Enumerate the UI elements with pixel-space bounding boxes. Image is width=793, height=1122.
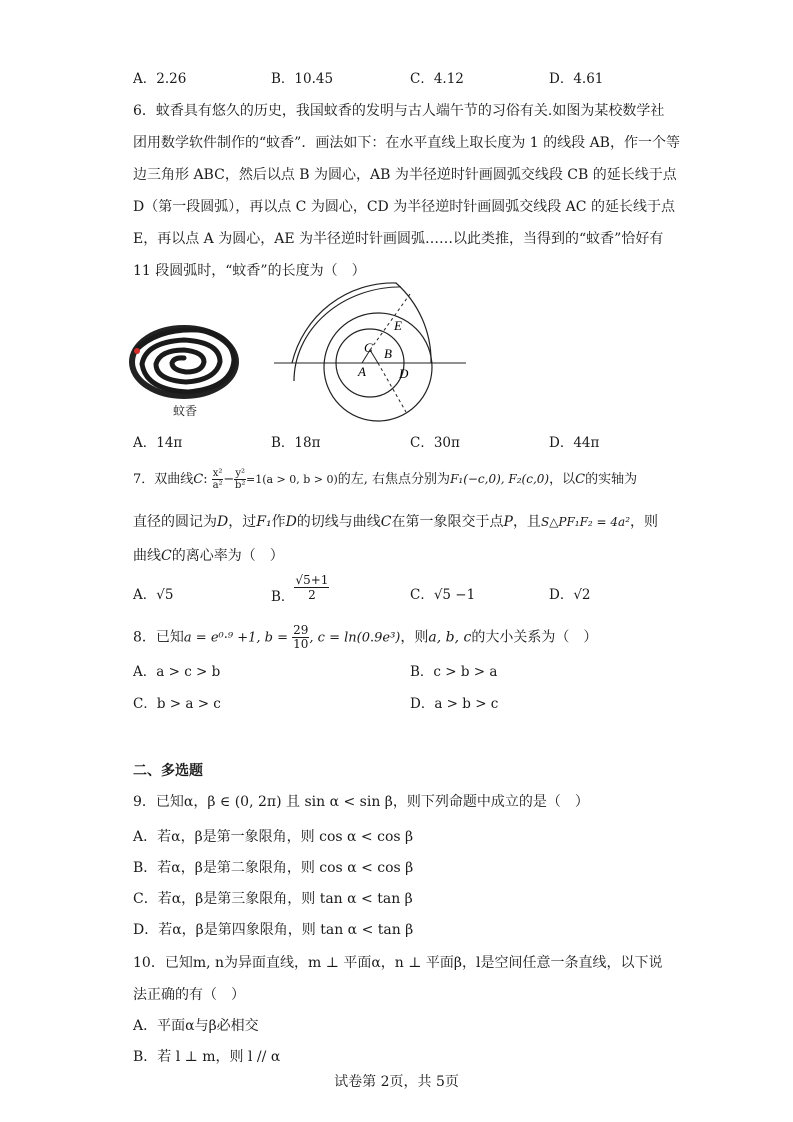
q7-option-c: C．√5 −1 [410, 587, 476, 603]
q7-point: P [503, 514, 513, 530]
q6-option-b: B．18π [271, 435, 321, 451]
q8-options-row-2 [0, 692, 793, 716]
mosquito-coil-caption: 蚊香 [173, 404, 198, 418]
q7-l2-e: 在第一象限交于点 [391, 514, 504, 530]
q7-area: S△PF₁F₂ = 4a² [540, 515, 631, 529]
q7-f1: F₁ [256, 514, 272, 530]
q5-options [0, 67, 793, 91]
q8-prefix: 8．已知 [133, 629, 184, 646]
q5-option-c: C．4.12 [410, 71, 464, 87]
q7-line-2 [133, 511, 658, 531]
q7-option-b: B． $\frac{√5+1}{2}$ [271, 573, 329, 605]
q7-option-a: A．√5 [133, 587, 174, 603]
q7-l2-f: ，且 [512, 514, 541, 530]
q8-expr-a: a = e⁰·⁹ +1, b = [183, 630, 293, 646]
q7-curve-2: C [575, 472, 586, 487]
label-d: D [399, 366, 409, 381]
q7-circle: D [217, 514, 229, 530]
q7-curve-3: C [380, 514, 392, 530]
q8-option-b: B．c > b > a [410, 664, 498, 680]
q7-l3-a: 曲线 [133, 548, 161, 564]
q7-frac-x: $\frac{\text{x²}}{\text{a²}}$ [212, 468, 223, 491]
q9-option-b: B．若α，β是第二象限角，则 cos α < cos β [133, 860, 414, 876]
q7-text-d: 的实轴为 [585, 472, 638, 487]
q6-options [0, 431, 793, 455]
section-title-multiple-choice: 二、多选题 [133, 763, 203, 779]
q7-options [0, 573, 793, 605]
coil-construction-diagram [270, 280, 470, 446]
q8-expr-c: , c = ln(0.9e³) [309, 630, 401, 646]
q8-suffix-b: 的大小关系为（ ） [471, 629, 598, 646]
q7-eq-tail: =1(a > 0, b > 0) [245, 473, 338, 486]
q6-option-d: D．44π [549, 435, 600, 451]
q6-option-a: A．14π [133, 435, 183, 451]
q7-option-d: D．√2 [549, 587, 591, 603]
q6-option-c: C．30π [410, 435, 460, 451]
q7-l3-b: 的离心率为（ ） [171, 548, 284, 564]
q7-foci: F₁(−c,0), F₂(c,0) [450, 472, 550, 486]
q10-line-2: 法正确的有（ ） [133, 987, 245, 1003]
q9-option-c: C．若α，β是第三象限角，则 tan α < tan β [133, 891, 413, 907]
q5-option-d: D．4.61 [549, 71, 604, 87]
q7-curve: C [193, 472, 204, 487]
q8-frac: $\frac{29}{10}$ [293, 623, 309, 651]
q7-prefix: 7．双曲线 [133, 472, 194, 487]
q6-line-2: 团用数学软件制作的“蚊香”．画法如下：在水平直线上取长度为 1 的线段 AB，作一个等 [133, 135, 680, 151]
q7-l2-c: 作 [271, 514, 286, 530]
q7-curve-4: C [161, 548, 172, 564]
q7-l2-b: ，过 [228, 514, 257, 530]
label-b: B [384, 346, 392, 361]
q6-line-1: 6．蚊香具有悠久的历史，我国蚊香的发明与古人端午节的习俗有关.如图为某校数学社 [133, 103, 665, 119]
q6-line-4: D（第一段圆弧），再以点 C 为圆心，CD 为半径逆时针画圆弧交线段 AC 的延长线于点 [133, 199, 675, 215]
mosquito-coil-image [128, 322, 240, 400]
q8-suffix-a: ，则 [400, 629, 429, 646]
q6-line-6: 11 段圆弧时，“蚊香”的长度为（ ） [133, 263, 366, 279]
q7-l2-g: ，则 [630, 514, 659, 530]
q8-vars: a, b, c [428, 629, 472, 646]
q6-line-3: 边三角形 ABC，然后以点 B 为圆心，AB 为半径逆时针画圆弧交线段 CB 的延长线于点 [133, 167, 677, 183]
label-c: C [364, 340, 373, 355]
q9-option-d: D．若α，β是第四象限角，则 tan α < tan β [133, 922, 414, 938]
label-e: E [394, 318, 402, 333]
q5-option-b: B．10.45 [271, 71, 334, 87]
q7-line-1: 7．双曲线C: $\frac{\text{x²}}{\text{a²}}$ − $\frac{\text{y²}}{\text{b²}}$ =1(a > 0, b > 0)的左, 右焦点分别为F₁(−c,0), F₂(c,0)，以C的实轴为 [133, 468, 638, 491]
q10-option-b: B．若 l ⊥ m，则 l // α [133, 1049, 281, 1065]
q10-line-1: 10．已知m, n为异面直线，m ⊥ 平面α，n ⊥ 平面β，l是空间任意一条直线，以下说 [133, 955, 663, 971]
q7-circle-2: D [285, 514, 297, 530]
q9-option-a: A．若α，β是第一象限角，则 cos α < cos β [133, 829, 414, 845]
q7-foci-text: 的左, 右焦点分别为 [337, 472, 451, 487]
q8-option-d: D．a > b > c [410, 696, 499, 712]
q8-stem [133, 624, 597, 651]
q9-stem: 9．已知α，β ∈ (0, 2π) 且 sin α < sin β，则下列命题中成立的是（ ） [133, 794, 589, 810]
q10-option-a: A．平面α与β必相交 [133, 1018, 259, 1034]
q8-option-a: A．a > c > b [133, 664, 221, 680]
q5-option-a: A．2.26 [133, 71, 187, 87]
q6-line-5: E，再以点 A 为圆心，AE 为半径逆时针画圆弧……以此类推，当得到的“蚊香”恰好有 [133, 231, 664, 247]
label-a: A [358, 364, 366, 379]
q7-l2-d: 的切线与曲线 [296, 514, 381, 530]
q7-text-c: ，以 [549, 472, 576, 487]
q8-options-row-1 [0, 660, 793, 684]
q7-line-3 [133, 545, 284, 565]
q7-l2-a: 直径的圆记为 [133, 514, 217, 530]
q8-option-c: C．b > a > c [133, 696, 221, 712]
q7-frac-y: $\frac{\text{y²}}{\text{b²}}$ [234, 468, 246, 491]
page-footer: 试卷第 2页，共 5页 [334, 1074, 459, 1090]
